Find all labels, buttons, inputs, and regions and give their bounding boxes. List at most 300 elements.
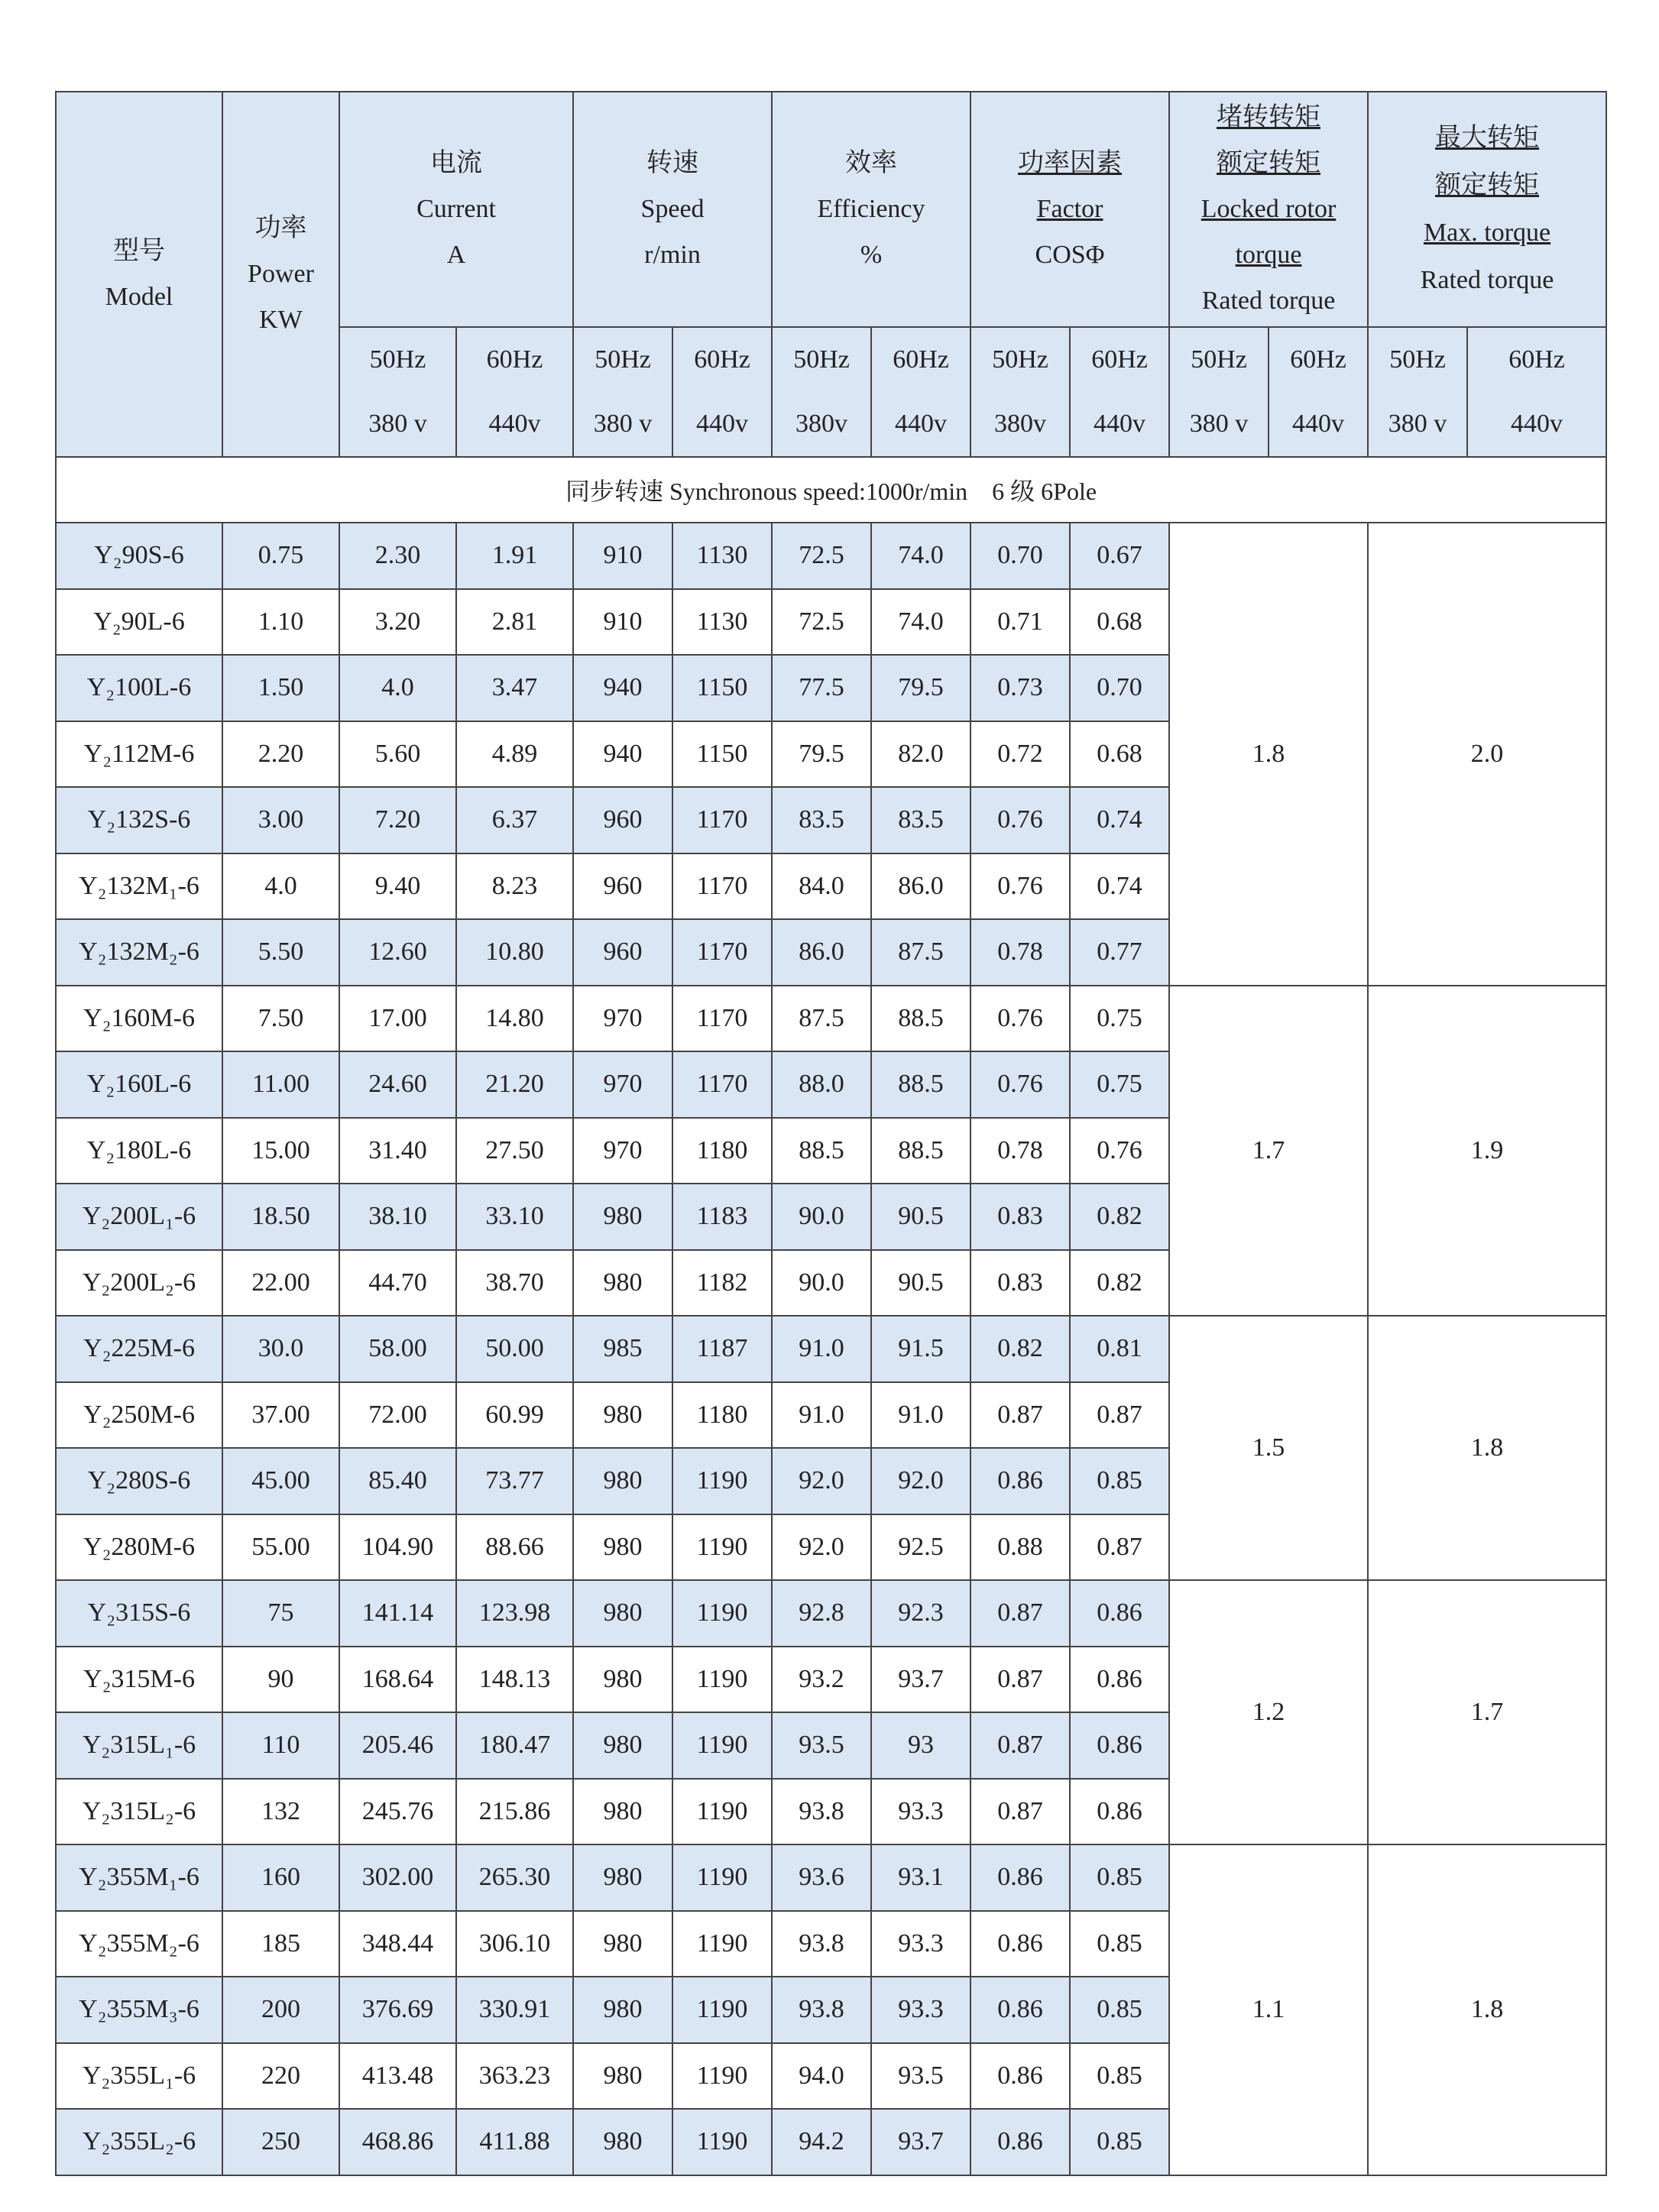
value-cell: 0.86	[970, 2043, 1070, 2110]
value-cell: 88.5	[871, 986, 970, 1052]
model-cell: Y₂315M-6	[56, 1647, 222, 1713]
value-cell: 93.3	[871, 1977, 970, 2043]
value-cell: 92.0	[772, 1514, 871, 1581]
model-cell: Y₂160M-6	[56, 986, 222, 1052]
value-cell: 0.83	[970, 1184, 1070, 1250]
value-cell: 980	[573, 2109, 672, 2175]
value-cell: 1187	[672, 1316, 772, 1382]
max-torque-cell: 1.8	[1368, 1316, 1606, 1580]
header-locked-torque	[1169, 92, 1368, 327]
header-factor-unit: COSΦ	[1035, 241, 1105, 269]
header-efficiency	[772, 92, 970, 327]
model-cell: Y₂90S-6	[56, 523, 222, 589]
voltage-label: 380 v	[368, 410, 427, 438]
header-speed-unit: r/min	[644, 241, 701, 269]
value-cell: 94.0	[772, 2043, 871, 2110]
freq-locked-50	[1169, 327, 1269, 457]
value-cell: 92.0	[772, 1448, 871, 1514]
value-cell: 0.70	[970, 523, 1070, 589]
value-cell: 0.86	[1070, 1712, 1169, 1779]
value-cell: 940	[573, 655, 672, 721]
value-cell: 0.85	[1070, 1911, 1169, 1977]
value-cell: 5.50	[222, 919, 339, 986]
value-cell: 0.73	[970, 655, 1070, 721]
value-cell: 980	[573, 1250, 672, 1317]
freq-label: 50Hz	[793, 345, 850, 374]
value-cell: 74.0	[871, 589, 970, 656]
value-cell: 88.66	[456, 1514, 573, 1581]
header-current-en: Current	[416, 195, 496, 223]
value-cell: 50.00	[456, 1316, 573, 1382]
model-cell: Y₂132S-6	[56, 787, 222, 853]
value-cell: 1190	[672, 2109, 772, 2175]
value-cell: 1183	[672, 1184, 772, 1250]
value-cell: 0.77	[1070, 919, 1169, 986]
value-cell: 0.86	[1070, 1779, 1169, 1845]
locked-torque-cell: 1.7	[1169, 986, 1368, 1317]
value-cell: 1170	[672, 919, 772, 986]
value-cell: 0.87	[970, 1779, 1070, 1845]
header-locked-l3: Locked rotor	[1201, 195, 1337, 223]
value-cell: 123.98	[456, 1580, 573, 1647]
header-factor-en: Factor	[1036, 195, 1103, 223]
header-current-zh: 电流	[430, 149, 482, 177]
value-cell: 58.00	[339, 1316, 456, 1382]
value-cell: 306.10	[456, 1911, 573, 1977]
value-cell: 17.00	[339, 986, 456, 1052]
model-cell: Y₂355L₁-6	[56, 2043, 222, 2110]
value-cell: 1190	[672, 2043, 772, 2110]
value-cell: 93.3	[871, 1911, 970, 1977]
value-cell: 132	[222, 1779, 339, 1845]
value-cell: 38.10	[339, 1184, 456, 1250]
value-cell: 200	[222, 1977, 339, 2043]
value-cell: 1130	[672, 589, 772, 656]
value-cell: 245.76	[339, 1779, 456, 1845]
value-cell: 265.30	[456, 1844, 573, 1911]
header-efficiency-en: Efficiency	[817, 195, 925, 223]
value-cell: 93.1	[871, 1844, 970, 1911]
freq-label: 50Hz	[992, 345, 1048, 374]
freq-label: 50Hz	[369, 345, 426, 374]
value-cell: 92.8	[772, 1580, 871, 1647]
header-max-l1: 最大转矩	[1435, 124, 1540, 152]
value-cell: 1190	[672, 1514, 772, 1581]
value-cell: 75	[222, 1580, 339, 1647]
value-cell: 0.86	[970, 1977, 1070, 2043]
header-max-l2: 额定转矩	[1435, 171, 1540, 199]
value-cell: 91.0	[772, 1316, 871, 1382]
value-cell: 1170	[672, 853, 772, 920]
value-cell: 141.14	[339, 1580, 456, 1647]
freq-factor-60	[1070, 327, 1169, 457]
value-cell: 0.86	[970, 2109, 1070, 2175]
value-cell: 0.67	[1070, 523, 1169, 589]
value-cell: 12.60	[339, 919, 456, 986]
value-cell: 3.00	[222, 787, 339, 853]
value-cell: 3.20	[339, 589, 456, 656]
value-cell: 1150	[672, 721, 772, 788]
voltage-label: 380v	[994, 410, 1047, 438]
model-cell: Y₂250M-6	[56, 1382, 222, 1449]
model-cell: Y₂355M₂-6	[56, 1911, 222, 1977]
value-cell: 90.5	[871, 1184, 970, 1250]
value-cell: 0.87	[1070, 1382, 1169, 1449]
model-cell: Y₂180L-6	[56, 1118, 222, 1184]
table-row	[56, 523, 1606, 589]
value-cell: 5.60	[339, 721, 456, 788]
value-cell: 0.88	[970, 1514, 1070, 1581]
value-cell: 1180	[672, 1118, 772, 1184]
value-cell: 0.75	[1070, 986, 1169, 1052]
value-cell: 148.13	[456, 1647, 573, 1713]
value-cell: 0.86	[970, 1911, 1070, 1977]
value-cell: 1190	[672, 1448, 772, 1514]
value-cell: 980	[573, 1514, 672, 1581]
header-speed	[573, 92, 772, 327]
freq-speed-60	[672, 327, 772, 457]
model-cell: Y₂100L-6	[56, 655, 222, 721]
value-cell: 970	[573, 986, 672, 1052]
header-locked-l4: torque	[1235, 241, 1302, 269]
locked-torque-cell: 1.2	[1169, 1580, 1368, 1844]
value-cell: 0.86	[1070, 1647, 1169, 1713]
header-power	[222, 92, 339, 457]
table-row	[56, 1844, 1606, 1911]
freq-efficiency-60	[871, 327, 970, 457]
freq-label: 60Hz	[893, 345, 949, 374]
value-cell: 2.30	[339, 523, 456, 589]
value-cell: 74.0	[871, 523, 970, 589]
value-cell: 160	[222, 1844, 339, 1911]
value-cell: 0.74	[1070, 787, 1169, 853]
value-cell: 4.0	[222, 853, 339, 920]
value-cell: 910	[573, 523, 672, 589]
value-cell: 2.20	[222, 721, 339, 788]
value-cell: 980	[573, 1712, 672, 1779]
value-cell: 92.0	[871, 1448, 970, 1514]
max-torque-cell: 1.8	[1368, 1844, 1606, 2175]
value-cell: 93.7	[871, 1647, 970, 1713]
value-cell: 4.0	[339, 655, 456, 721]
value-cell: 88.0	[772, 1051, 871, 1118]
value-cell: 37.00	[222, 1382, 339, 1449]
header-model-zh: 型号	[113, 237, 165, 265]
voltage-label: 440v	[1292, 410, 1345, 438]
value-cell: 6.37	[456, 787, 573, 853]
value-cell: 1130	[672, 523, 772, 589]
value-cell: 92.3	[871, 1580, 970, 1647]
voltage-label: 380 v	[593, 410, 653, 438]
value-cell: 91.5	[871, 1316, 970, 1382]
value-cell: 980	[573, 1580, 672, 1647]
value-cell: 0.76	[970, 986, 1070, 1052]
value-cell: 1190	[672, 1712, 772, 1779]
value-cell: 82.0	[871, 721, 970, 788]
value-cell: 0.75	[222, 523, 339, 589]
value-cell: 15.00	[222, 1118, 339, 1184]
locked-torque-cell: 1.1	[1169, 1844, 1368, 2175]
value-cell: 110	[222, 1712, 339, 1779]
model-cell: Y₂90L-6	[56, 589, 222, 656]
value-cell: 0.82	[1070, 1184, 1169, 1250]
value-cell: 90.5	[871, 1250, 970, 1317]
model-cell: Y₂160L-6	[56, 1051, 222, 1118]
freq-label: 50Hz	[1389, 345, 1446, 374]
voltage-label: 440v	[1094, 410, 1146, 438]
value-cell: 1182	[672, 1250, 772, 1317]
value-cell: 93.8	[772, 1911, 871, 1977]
value-cell: 0.75	[1070, 1051, 1169, 1118]
value-cell: 0.76	[970, 1051, 1070, 1118]
value-cell: 93.8	[772, 1977, 871, 2043]
value-cell: 220	[222, 2043, 339, 2110]
model-cell: Y₂112M-6	[56, 721, 222, 788]
freq-label: 60Hz	[1290, 345, 1346, 374]
locked-torque-cell: 1.8	[1169, 523, 1368, 986]
value-cell: 22.00	[222, 1250, 339, 1317]
model-cell: Y₂280S-6	[56, 1448, 222, 1514]
header-factor-zh: 功率因素	[1018, 149, 1123, 177]
value-cell: 1190	[672, 1580, 772, 1647]
table-row	[56, 1580, 1606, 1647]
value-cell: 980	[573, 1844, 672, 1911]
value-cell: 91.0	[871, 1382, 970, 1449]
value-cell: 10.80	[456, 919, 573, 986]
value-cell: 38.70	[456, 1250, 573, 1317]
value-cell: 1190	[672, 1911, 772, 1977]
value-cell: 985	[573, 1316, 672, 1382]
value-cell: 980	[573, 1647, 672, 1713]
value-cell: 0.85	[1070, 1448, 1169, 1514]
value-cell: 1190	[672, 1779, 772, 1845]
value-cell: 83.5	[772, 787, 871, 853]
header-max-torque	[1368, 92, 1606, 327]
value-cell: 0.86	[970, 1448, 1070, 1514]
table-row	[56, 986, 1606, 1052]
header-efficiency-zh: 效率	[845, 149, 898, 177]
value-cell: 9.40	[339, 853, 456, 920]
value-cell: 1190	[672, 1844, 772, 1911]
value-cell: 0.85	[1070, 1977, 1169, 2043]
value-cell: 0.87	[970, 1382, 1070, 1449]
value-cell: 88.5	[871, 1118, 970, 1184]
value-cell: 24.60	[339, 1051, 456, 1118]
model-cell: Y₂315L₂-6	[56, 1779, 222, 1845]
voltage-label: 440v	[895, 410, 948, 438]
value-cell: 72.5	[772, 523, 871, 589]
freq-factor-50	[970, 327, 1070, 457]
value-cell: 0.82	[1070, 1250, 1169, 1317]
locked-torque-cell: 1.5	[1169, 1316, 1368, 1580]
value-cell: 205.46	[339, 1712, 456, 1779]
freq-label: 50Hz	[1191, 345, 1247, 374]
value-cell: 980	[573, 1977, 672, 2043]
value-cell: 348.44	[339, 1911, 456, 1977]
section-label: 同步转速 Synchronous speed:1000r/min 6 级 6Pole	[56, 457, 1606, 523]
value-cell: 72.5	[772, 589, 871, 656]
value-cell: 2.81	[456, 589, 573, 656]
model-cell: Y₂200L₂-6	[56, 1250, 222, 1317]
value-cell: 93.8	[772, 1779, 871, 1845]
value-cell: 0.85	[1070, 2043, 1169, 2110]
header-model-en: Model	[105, 283, 173, 311]
header-max-l3: Max. torque	[1423, 219, 1551, 247]
value-cell: 85.40	[339, 1448, 456, 1514]
value-cell: 0.85	[1070, 2109, 1169, 2175]
model-cell: Y₂132M₂-6	[56, 919, 222, 986]
value-cell: 27.50	[456, 1118, 573, 1184]
freq-current-50	[339, 327, 456, 457]
value-cell: 88.5	[871, 1051, 970, 1118]
model-cell: Y₂225M-6	[56, 1316, 222, 1382]
value-cell: 0.87	[970, 1580, 1070, 1647]
voltage-label: 440v	[1511, 410, 1563, 438]
model-cell: Y₂200L₁-6	[56, 1184, 222, 1250]
value-cell: 18.50	[222, 1184, 339, 1250]
value-cell: 93.3	[871, 1779, 970, 1845]
freq-label: 50Hz	[595, 345, 651, 374]
value-cell: 980	[573, 1382, 672, 1449]
value-cell: 88.5	[772, 1118, 871, 1184]
header-locked-l2: 额定转矩	[1217, 149, 1321, 177]
value-cell: 411.88	[456, 2109, 573, 2175]
value-cell: 0.76	[1070, 1118, 1169, 1184]
value-cell: 1.10	[222, 589, 339, 656]
freq-label: 60Hz	[486, 345, 543, 374]
freq-max-50	[1368, 327, 1467, 457]
value-cell: 83.5	[871, 787, 970, 853]
model-cell: Y₂280M-6	[56, 1514, 222, 1581]
voltage-label: 380 v	[1388, 410, 1447, 438]
value-cell: 0.87	[970, 1647, 1070, 1713]
value-cell: 73.77	[456, 1448, 573, 1514]
value-cell: 330.91	[456, 1977, 573, 2043]
value-cell: 0.86	[1070, 1580, 1169, 1647]
value-cell: 86.0	[772, 919, 871, 986]
value-cell: 0.78	[970, 919, 1070, 986]
value-cell: 11.00	[222, 1051, 339, 1118]
value-cell: 185	[222, 1911, 339, 1977]
value-cell: 363.23	[456, 2043, 573, 2110]
value-cell: 0.71	[970, 589, 1070, 656]
voltage-label: 440v	[696, 410, 749, 438]
freq-current-60	[456, 327, 573, 457]
value-cell: 1170	[672, 787, 772, 853]
value-cell: 980	[573, 2043, 672, 2110]
value-cell: 94.2	[772, 2109, 871, 2175]
value-cell: 93.2	[772, 1647, 871, 1713]
header-speed-en: Speed	[640, 195, 705, 223]
value-cell: 77.5	[772, 655, 871, 721]
value-cell: 960	[573, 853, 672, 920]
value-cell: 0.81	[1070, 1316, 1169, 1382]
value-cell: 90.0	[772, 1184, 871, 1250]
value-cell: 0.78	[970, 1118, 1070, 1184]
value-cell: 980	[573, 1911, 672, 1977]
value-cell: 1190	[672, 1647, 772, 1713]
value-cell: 92.5	[871, 1514, 970, 1581]
header-power-en: Power	[248, 260, 314, 288]
header-locked-l5: Rated torque	[1201, 287, 1336, 315]
value-cell: 90	[222, 1647, 339, 1713]
value-cell: 302.00	[339, 1844, 456, 1911]
freq-label: 60Hz	[694, 345, 750, 374]
value-cell: 0.85	[1070, 1844, 1169, 1911]
header-factor	[970, 92, 1169, 327]
header-row-top	[56, 92, 1606, 327]
value-cell: 468.86	[339, 2109, 456, 2175]
header-power-zh: 功率	[254, 214, 307, 242]
value-cell: 3.47	[456, 655, 573, 721]
value-cell: 0.86	[970, 1844, 1070, 1911]
model-cell: Y₂355L₂-6	[56, 2109, 222, 2175]
value-cell: 79.5	[871, 655, 970, 721]
model-cell: Y₂132M₁-6	[56, 853, 222, 920]
value-cell: 980	[573, 1184, 672, 1250]
value-cell: 55.00	[222, 1514, 339, 1581]
value-cell: 7.50	[222, 986, 339, 1052]
value-cell: 30.0	[222, 1316, 339, 1382]
value-cell: 72.00	[339, 1382, 456, 1449]
freq-max-60	[1467, 327, 1606, 457]
value-cell: 84.0	[772, 853, 871, 920]
value-cell: 1190	[672, 1977, 772, 2043]
value-cell: 0.68	[1070, 721, 1169, 788]
value-cell: 45.00	[222, 1448, 339, 1514]
value-cell: 413.48	[339, 2043, 456, 2110]
value-cell: 1180	[672, 1382, 772, 1449]
max-torque-cell: 2.0	[1368, 523, 1606, 986]
value-cell: 0.70	[1070, 655, 1169, 721]
value-cell: 168.64	[339, 1647, 456, 1713]
freq-efficiency-50	[772, 327, 871, 457]
value-cell: 44.70	[339, 1250, 456, 1317]
value-cell: 93	[871, 1712, 970, 1779]
value-cell: 90.0	[772, 1250, 871, 1317]
value-cell: 1150	[672, 655, 772, 721]
header-model	[56, 92, 222, 457]
value-cell: 104.90	[339, 1514, 456, 1581]
value-cell: 0.68	[1070, 589, 1169, 656]
freq-label: 60Hz	[1508, 345, 1565, 374]
value-cell: 79.5	[772, 721, 871, 788]
value-cell: 910	[573, 589, 672, 656]
value-cell: 0.74	[1070, 853, 1169, 920]
value-cell: 960	[573, 787, 672, 853]
value-cell: 0.76	[970, 853, 1070, 920]
value-cell: 33.10	[456, 1184, 573, 1250]
value-cell: 180.47	[456, 1712, 573, 1779]
value-cell: 91.0	[772, 1382, 871, 1449]
value-cell: 93.6	[772, 1844, 871, 1911]
value-cell: 14.80	[456, 986, 573, 1052]
value-cell: 0.83	[970, 1250, 1070, 1317]
value-cell: 4.89	[456, 721, 573, 788]
value-cell: 93.7	[871, 2109, 970, 2175]
model-cell: Y₂315S-6	[56, 1580, 222, 1647]
voltage-label: 440v	[488, 410, 541, 438]
max-torque-cell: 1.9	[1368, 986, 1606, 1317]
value-cell: 980	[573, 1448, 672, 1514]
value-cell: 1.91	[456, 523, 573, 589]
header-power-unit: KW	[259, 306, 303, 334]
value-cell: 86.0	[871, 853, 970, 920]
value-cell: 940	[573, 721, 672, 788]
value-cell: 7.20	[339, 787, 456, 853]
value-cell: 376.69	[339, 1977, 456, 2043]
model-cell: Y₂315L₁-6	[56, 1712, 222, 1779]
